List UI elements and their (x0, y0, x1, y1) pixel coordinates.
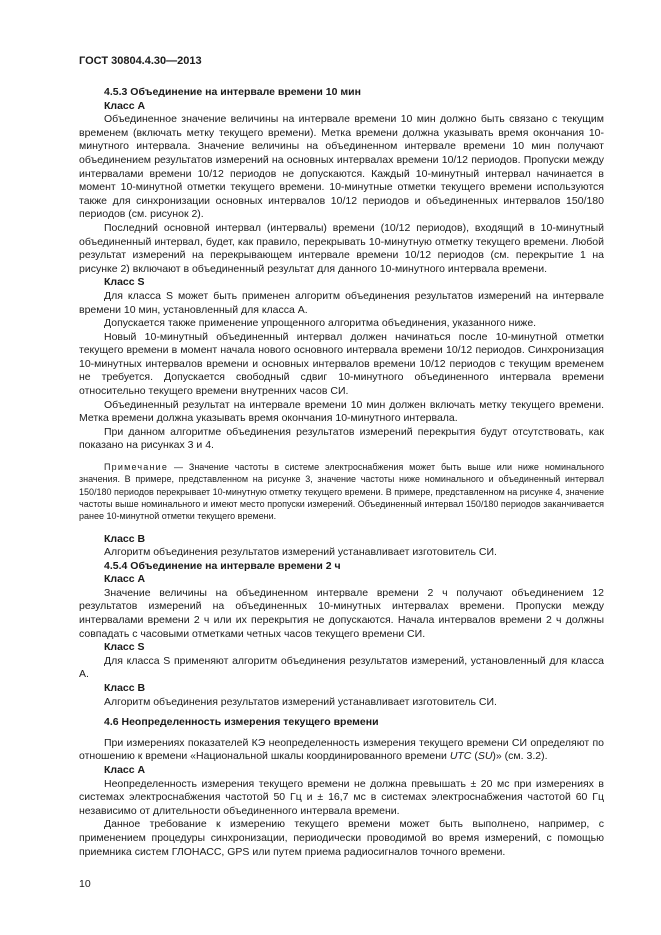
section-4-5-3-title: 4.5.3 Объединение на интервале времени 10 мин (104, 86, 361, 98)
paragraph: Допускается также применение упрощенного алгоритма объединения, указанного ниже. (104, 317, 537, 330)
note-paragraph (79, 461, 604, 522)
paragraph: Последний основной интервал (интервалы) времени (10/12 периодов), входящий в 10-минутный объединенный интервал, будет, как правило, перекрывать 10-минутную отметку текущего времени. Любой результат измерений на перекрывающем интервале времени 10/12 периодов (см. перекрытие 1 на рисунке 2) включают в объединенный результат для данного 10-минутного интервала времени. (79, 221, 604, 275)
su-term: SU (477, 750, 493, 763)
section-4-5-4-title: 4.5.4 Объединение на интервале времени 2 ч (104, 559, 341, 572)
text-run: )» (см. 3.2). (492, 750, 548, 763)
class-a-heading: Класс А (104, 573, 146, 586)
note-label: Примечание (104, 462, 169, 473)
class-a-heading: Класс А (104, 99, 146, 112)
paragraph: Объединенное значение величины на интервале времени 10 мин должно быть связано с текущим временем (включать метку текущего времени). Метка времени должна указывать время окончания 10-минутного интервала. Значение величины на объединенном интервале времени 10 мин получают объединением результатов измерений на основных интервалах времени 10/12 периодов. Пропуски между интервалами времени 10/12 периодов не допускаются. Каждый 10-минутный интервал начинается в момент 10-минутной отметки текущего времени. 10-минутные отметки текущего времени используются также для синхронизации основных интервалов 10/12 периодов и объединенных интервалов 150/180 периодов (см. рисунок 2). (79, 113, 604, 221)
class-b-heading: Класс В (104, 532, 146, 545)
section-4-6-title: 4.6 Неопределенность измерения текущего времени (104, 716, 379, 729)
paragraph: Алгоритм объединения результатов измерений устанавливает изготовитель СИ. (104, 546, 497, 559)
paragraph: Данное требование к измерению текущего времени может быть выполнено, например, с применением процедуры синхронизации, периодически проводимой во время измерений, с помощью приемника систем ГЛОНАСС, GPS или путем приема радиосигналов точного времени. (79, 818, 604, 858)
page-number: 10 (79, 878, 91, 890)
paragraph: При данном алгоритме объединения результатов измерений перекрытия будут отсутствовать, как показано на рисунках 3 и 4. (79, 425, 604, 452)
document-header: ГОСТ 30804.4.30—2013 (79, 55, 202, 67)
text-run: ( (471, 750, 478, 763)
paragraph: Алгоритм объединения результатов измерений устанавливает изготовитель СИ. (104, 695, 497, 708)
paragraph (79, 737, 604, 764)
paragraph: Для класса S может быть применен алгоритм объединения результатов измерений на интервале времени 10 мин, установленный для класса А. (79, 289, 604, 316)
class-s-heading: Класс S (104, 276, 145, 289)
class-s-heading: Класс S (104, 641, 145, 654)
paragraph: Значение величины на объединенном интервале времени 2 ч получают объединением 12 результатов измерений на объединенных 10-минутных интервалах времени. Пропуски между интервалами времени 2 ч или их перекрытия не допускаются. Начала интервалов времени 2 ч должны совпадать с часовыми отметками четных часов текущего времени СИ. (79, 586, 604, 640)
class-a-heading: Класс А (104, 764, 146, 777)
utc-term: UTC (449, 750, 472, 763)
paragraph: Новый 10-минутный объединенный интервал должен начинаться после 10-минутной отметки текущего времени в момент начала нового основного интервала времени 10/12 периодов. Синхронизация 10-минутных интервалов времени и основных интервалов времени 10/12 периодов с текущим временем не требуется. Допускается свободный сдвиг 10-минутного объединенного интервала времени относительно текущего времени внутренних часов СИ. (79, 330, 604, 398)
paragraph: Неопределенность измерения текущего времени не должна превышать ± 20 мс при измерениях в системах электроснабжения частотой 50 Гц и ± 16,7 мс в системах электроснабжения частотой 60 Гц независимо от длительности объединенного интервала времени. (79, 777, 604, 817)
class-b-heading: Класс В (104, 682, 146, 695)
document-body (79, 86, 604, 859)
text-run: При измерениях показателей КЭ неопределенность измерения текущего времени СИ определяют по отношению к времени «Национальной шкалы координированного времени (79, 736, 604, 763)
note-text: — Значение частоты в системе электроснабжения может быть выше или ниже номинального значения. В примере, представленном на рисунке 3, значение частоты ниже номинального и объединенный интервал 150/180 периодов перекрывает 10-минутную отметку текущего времени. В примере, представленном на рисунке 4, значение частоты выше номинального и имеют место пропуски измерений. Объединенный интервал 150/180 периодов заканчивается ранее 10-минутной отметки текущего времени. (79, 462, 604, 522)
paragraph: Объединенный результат на интервале времени 10 мин должен включать метку текущего времени. Метка времени должна указывать время окончания 10-минутного интервала. (79, 398, 604, 425)
paragraph: Для класса S применяют алгоритм объединения результатов измерений, установленный для класса А. (79, 654, 604, 681)
